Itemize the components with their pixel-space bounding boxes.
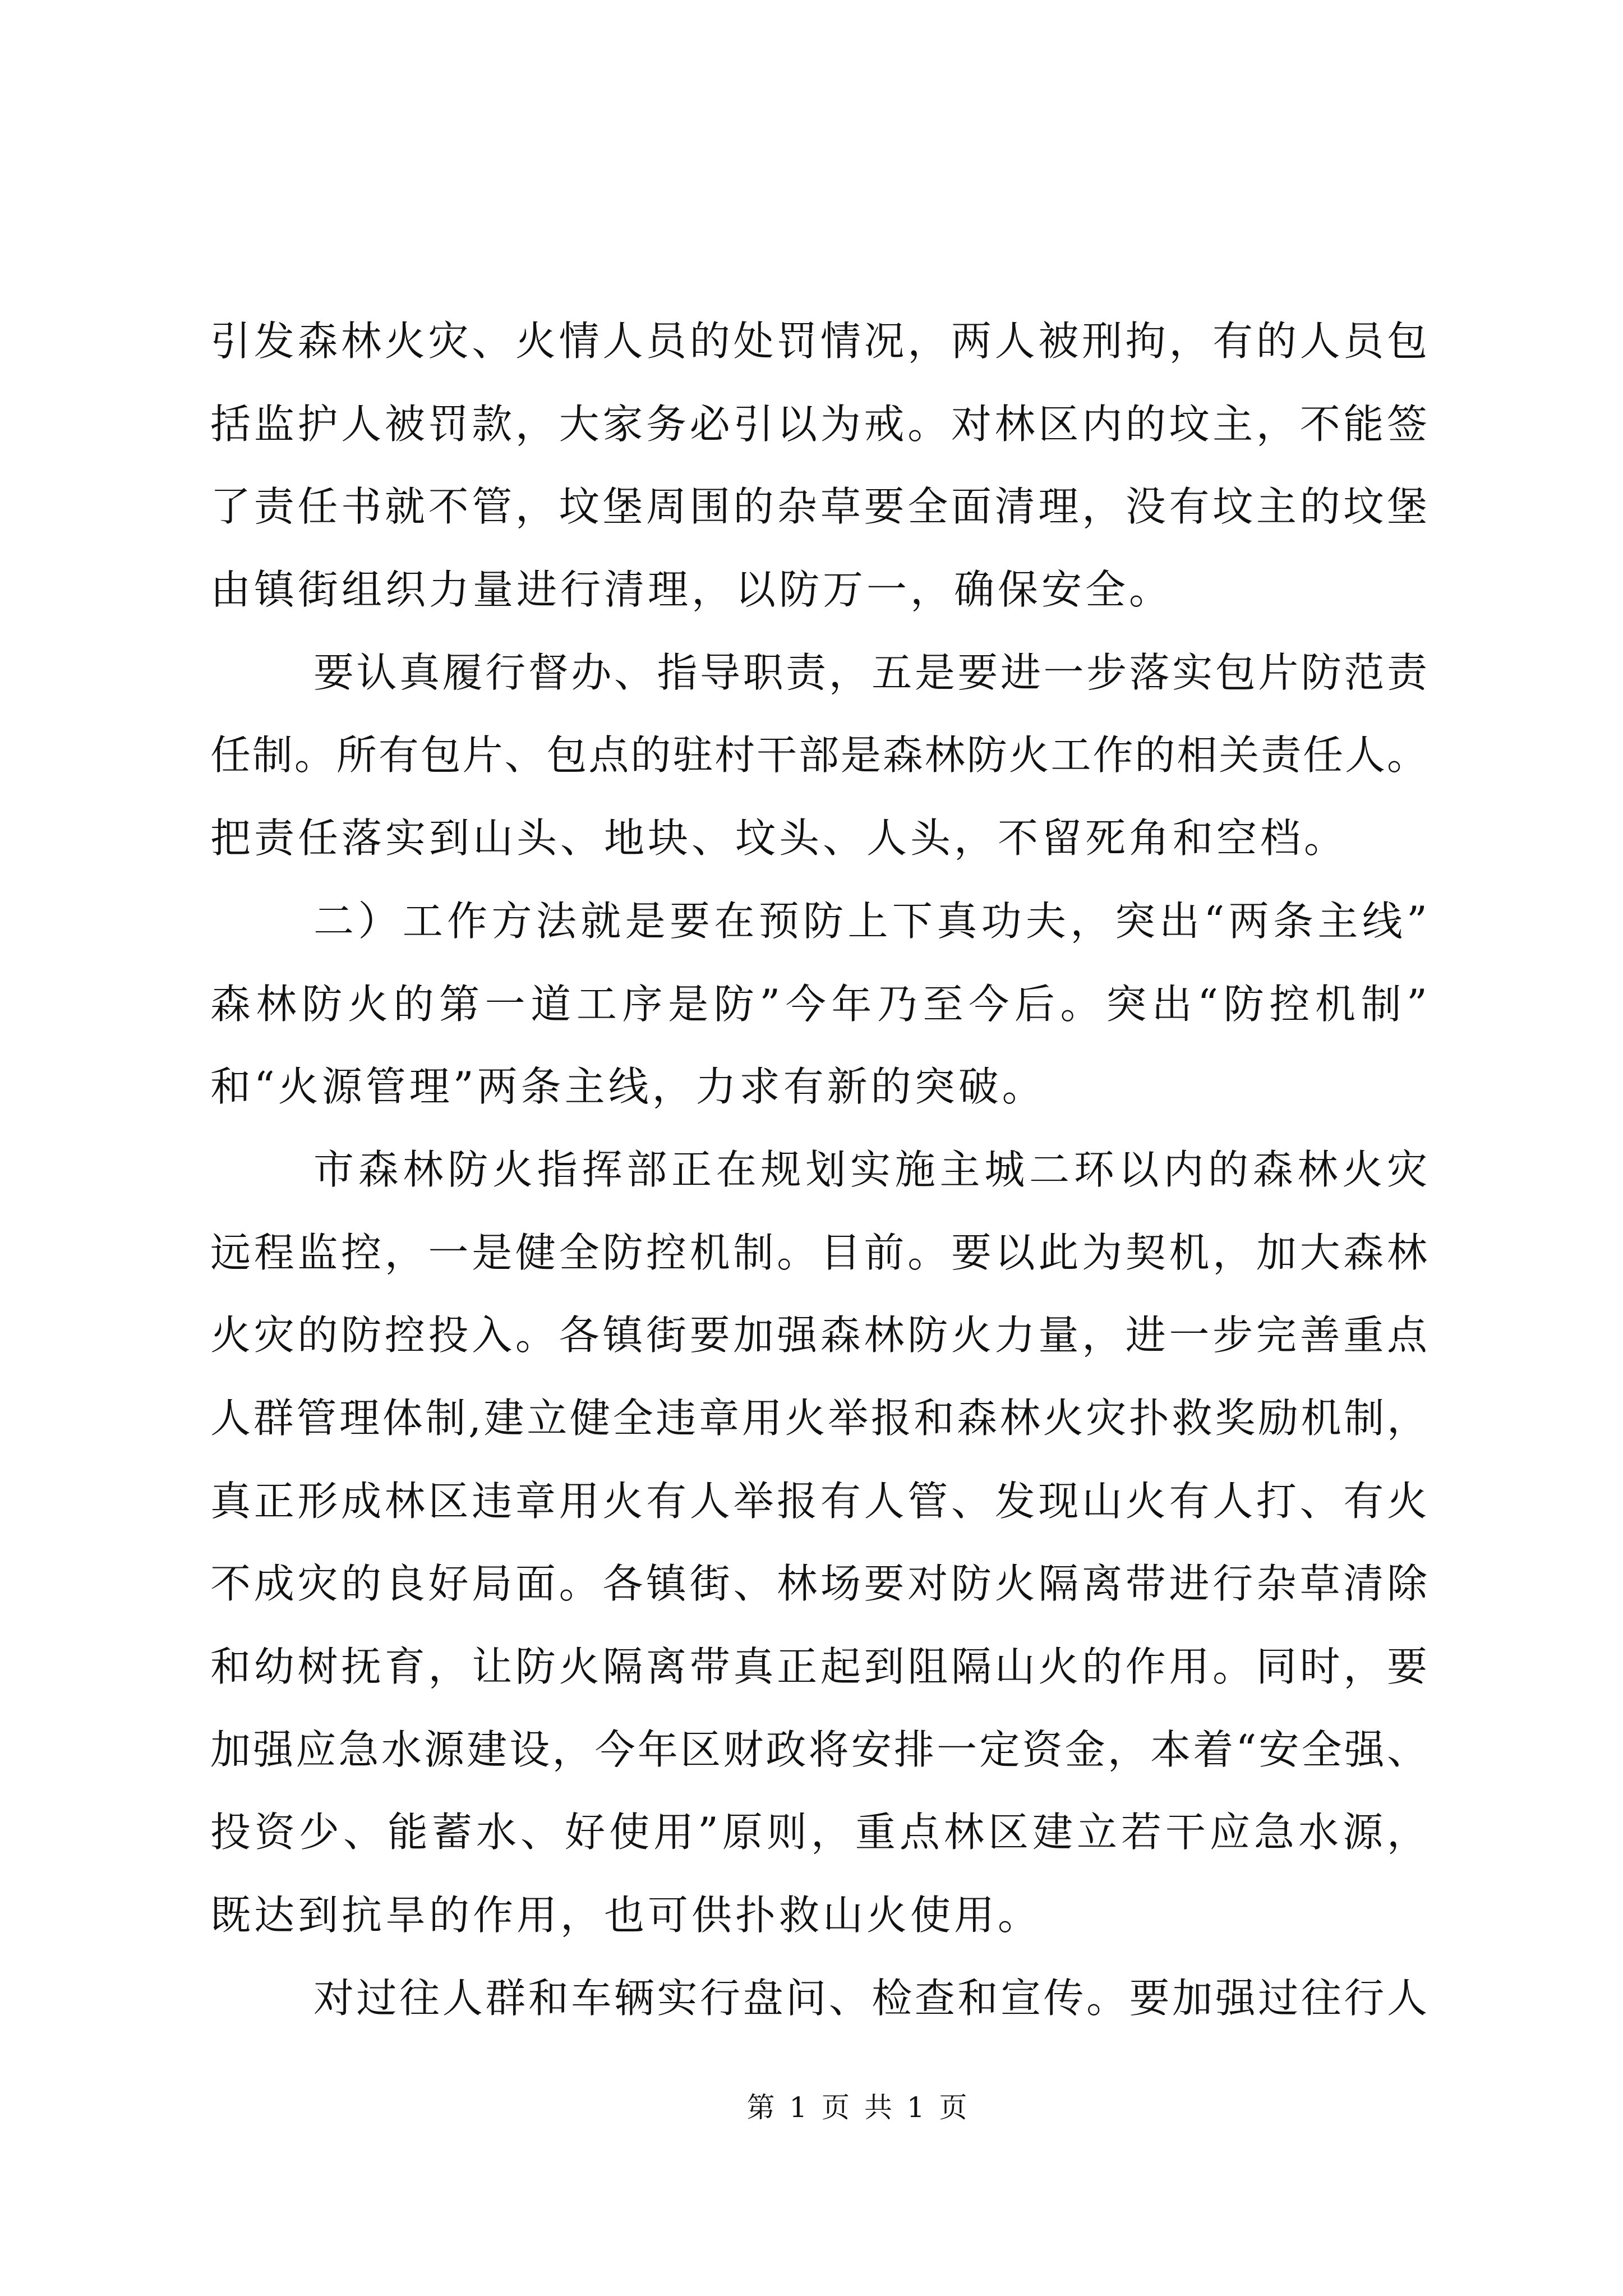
paragraph <box>210 1129 1427 1957</box>
text-line: 和幼树抚育，让防火隔离带真正起到阻隔山火的作用。同时，要 <box>210 1643 1427 1690</box>
text-line: 要认真履行督办、指导职责，五是要进一步落实包片防范责 <box>313 648 1427 696</box>
text-line: 对过往人群和车辆实行盘问、检查和宣传。要加强过往行人 <box>313 1974 1427 2022</box>
text-line: 市森林防火指挥部正在规划实施主城二环以内的森林火灾 <box>313 1145 1427 1193</box>
text-line: 加强应急水源建设，今年区财政将安排一定资金，本着“安全强、 <box>210 1726 1427 1773</box>
text-line: 火灾的防控投入。各镇街要加强森林防火力量，进一步完善重点 <box>210 1312 1427 1359</box>
paragraph <box>210 632 1427 880</box>
text-line: 了责任书就不管，坟堡周围的杂草要全面清理，没有坟主的坟堡 <box>210 483 1427 531</box>
text-line: 人群管理体制,建立健全违章用火举报和森林火灾扑救奖励机制， <box>210 1394 1427 1442</box>
text-line: 森林防火的第一道工序是防”今年乃至今后。突出“防控机制” <box>210 980 1427 1028</box>
text-line: 括监护人被罚款，大家务必引以为戒。对林区内的坟主，不能签 <box>210 400 1427 448</box>
text-line: 远程监控，一是健全防控机制。目前。要以此为契机，加大森林 <box>210 1228 1427 1276</box>
text-line: 和“火源管理”两条主线，力求有新的突破。 <box>210 1063 1046 1111</box>
text-line: 真正形成林区违章用火有人举报有人管、发现山火有人打、有火 <box>210 1477 1427 1525</box>
text-line: 不成灾的良好局面。各镇街、林场要对防火隔离带进行杂草清除 <box>210 1560 1427 1608</box>
text-line: 二）工作方法就是要在预防上下真功夫，突出“两条主线” <box>313 897 1427 945</box>
paragraph <box>210 1957 1427 2040</box>
text-line: 投资少、能蓄水、好使用”原则，重点林区建立若干应急水源， <box>210 1809 1427 1856</box>
paragraph <box>210 300 1427 632</box>
text-line: 既达到抗旱的作用，也可供扑救山火使用。 <box>210 1892 1042 1939</box>
text-line: 把责任落实到山头、地块、坟头、人头，不留死角和空档。 <box>210 815 1348 862</box>
text-line: 任制。所有包片、包点的驻村干部是森林防火工作的相关责任人。 <box>210 731 1427 779</box>
text-line: 引发森林火灾、火情人员的处罚情况，两人被刑拘，有的人员包 <box>210 318 1427 365</box>
paragraph <box>210 880 1427 1129</box>
body-text <box>210 300 1427 2040</box>
text-line: 由镇街组织力量进行清理，以防万一，确保安全。 <box>210 566 1173 614</box>
page-footer: 第 1 页 共 1 页 <box>746 2091 967 2124</box>
